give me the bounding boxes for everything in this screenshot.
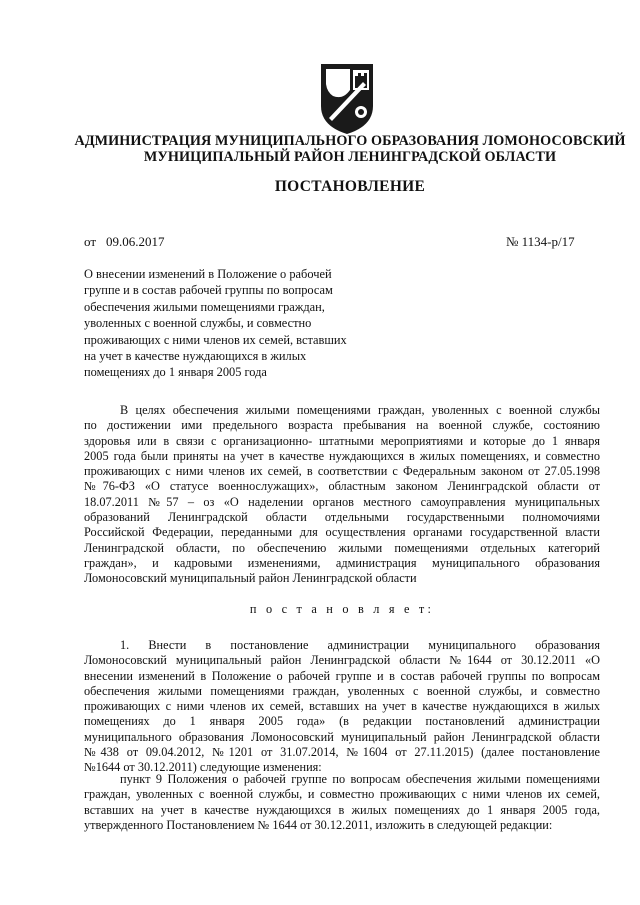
paragraph-line: проживающих с ними членов их семей, в соответствии с Федеральным законом от 27.05.1998 <box>84 464 600 479</box>
subject-line: помещениях до 1 января 2005 года <box>84 365 267 380</box>
paragraph-line: помещениях до 1 января 2005 года» (в редакции постановлений администрации <box>84 714 600 729</box>
paragraph-line: 1. Внести в постановление администрации муниципального образования <box>120 638 600 652</box>
preamble-paragraph <box>84 403 600 587</box>
paragraph-line: муниципального образования Ломоносовский муниципальный район Ленинградской области <box>84 729 600 744</box>
organization-name-line2: МУНИЦИПАЛЬНЫЙ РАЙОН ЛЕНИНГРАДСКОЙ ОБЛАСТИ <box>143 149 557 165</box>
paragraph-line: №438 от 09.04.2012, №1201 от 31.07.2014, №1604 от 27.11.2015) (далее постановление <box>84 745 600 760</box>
paragraph-line: граждан», и кадровыми изменениями, администрация муниципального образования <box>84 555 600 570</box>
paragraph-line: обеспечения жилыми помещениями граждан, уволенных с военной службы, и совместно <box>84 683 600 698</box>
paragraph-line: №1644 от 30.12.2011) следующие изменения: <box>84 760 322 775</box>
paragraph-line: внесении изменений в Положение о рабочей группе и в состав рабочей группы по вопросам <box>84 668 600 683</box>
date-prefix: от <box>84 234 97 249</box>
paragraph-line: В целях обеспечения жилыми помещениями граждан, уволенных с военной службы <box>120 403 600 417</box>
coat-of-arms-icon <box>317 60 377 136</box>
subject-line: проживающих с ними членов их семей, вставших <box>84 332 347 347</box>
paragraph-line: образований Ленинградской области отдельными государственными полномочиями <box>84 510 600 525</box>
paragraph-line: Ленинградской области, по обеспечению жилыми помещениями отдельных категорий <box>84 540 600 555</box>
organization-name-line1: АДМИНИСТРАЦИЯ МУНИЦИПАЛЬНОГО ОБРАЗОВАНИЯ ЛОМОНОСОВСКИЙ <box>74 133 626 149</box>
paragraph-line: №76-ФЗ «О статусе военнослужащих», областным законом Ленинградской области от <box>84 479 600 494</box>
paragraph-line: по достижении ими предельного возраста пребывания на военной службе, состоянию <box>84 418 600 433</box>
document-type-title: ПОСТАНОВЛЕНИЕ <box>274 178 426 195</box>
paragraph-line: вставших на учет в качестве нуждающихся в жилых помещениях до 1 января 2005 года, <box>84 802 600 817</box>
date-value: 09.06.2017 <box>106 234 165 249</box>
paragraph-line: проживающих с ними членов их семей, вставших на учет в качестве нуждающихся в жилых <box>84 699 600 714</box>
paragraph-line: пункт 9 Положения о рабочей группе по вопросам обеспечения жилыми помещениями <box>120 772 600 786</box>
paragraph-line: граждан, уволенных с военной службы, и совместно проживающих с ними членов их семей, <box>84 787 600 802</box>
paragraph-line: здоровья или в связи с организационно- штатными мероприятиями и которые до 1 января <box>84 433 600 448</box>
paragraph-line: Российской Федерации, переданными для осуществления органами государственной власти <box>84 525 600 540</box>
decree-word: п о с т а н о в л я е т: <box>249 602 435 616</box>
document-date <box>84 234 165 250</box>
paragraph-line: Ломоносовский муниципальный район Ленинградской области <box>84 571 417 586</box>
paragraph-line: утвержденного Постановлением № 1644 от 30.12.2011, изложить в следующей редакции: <box>84 817 553 832</box>
subject-line: О внесении изменений в Положение о рабочей <box>84 267 332 281</box>
subject-line: уволенных с военной службы, и совместно <box>84 316 312 331</box>
subject-line: на учет в качестве нуждающихся в жилых <box>84 349 307 364</box>
item-1-subparagraph <box>84 772 600 833</box>
subject-line: группе и в состав рабочей группы по вопросам <box>84 283 333 298</box>
item-1-paragraph <box>84 638 600 776</box>
paragraph-line: 2005 года были приняты на учет в качестве нуждающихся в жилых помещениях, и совместно <box>84 448 600 463</box>
subject-line: обеспечения жилыми помещениями граждан, <box>84 299 325 314</box>
document-number: № 1134-р/17 <box>506 234 575 249</box>
paragraph-line: 18.07.2011 №57 – оз «О наделении органов местного самоуправления муниципальных <box>84 494 600 509</box>
paragraph-line: Ломоносовский муниципальный район Ленинградской области №1644 от 30.12.2011 «О <box>84 653 600 668</box>
document-subject <box>84 266 347 381</box>
